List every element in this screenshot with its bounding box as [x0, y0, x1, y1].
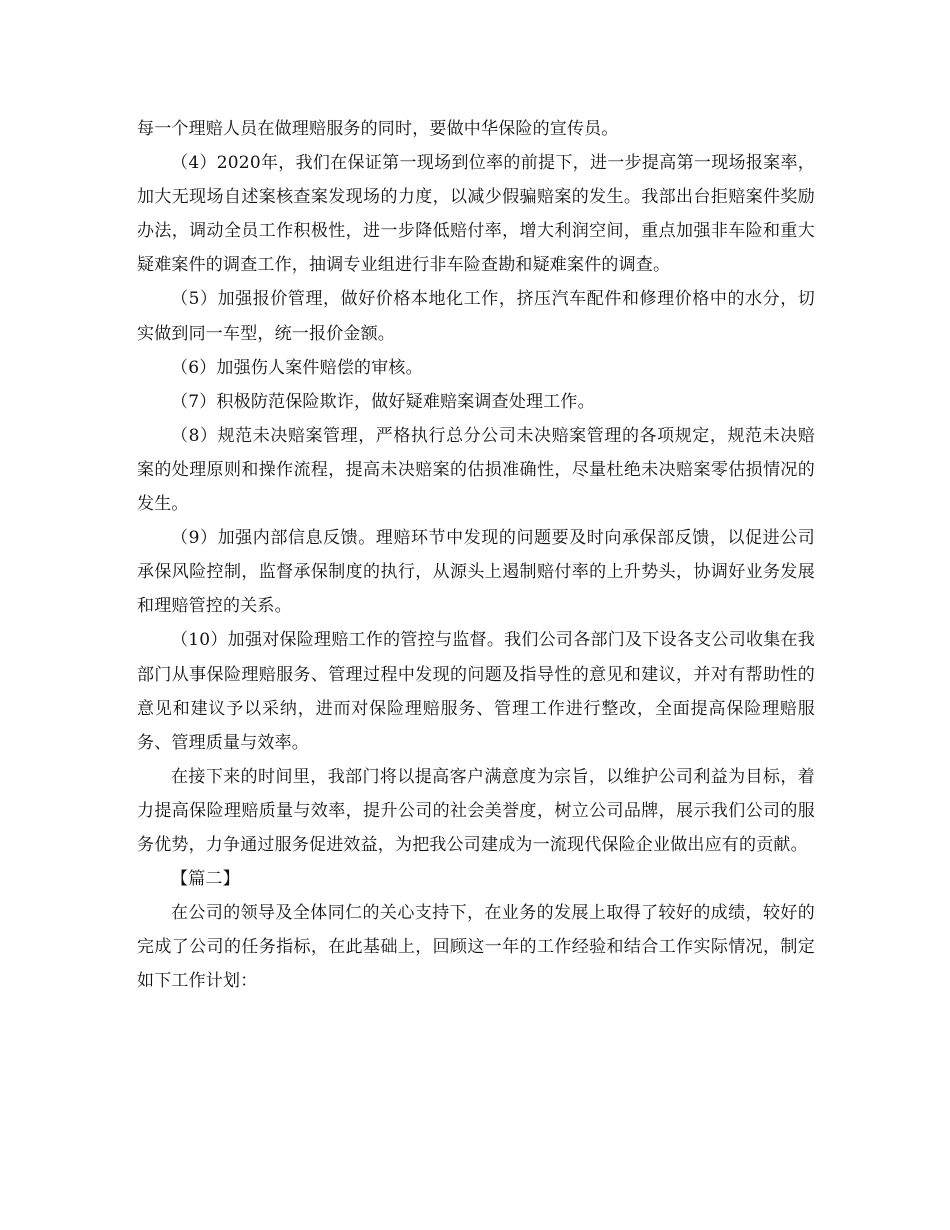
paragraph-item-5: （5）加强报价管理，做好价格本地化工作，挤压汽车配件和修理价格中的水分，切实做到同一车型，统一报价金额。 — [137, 289, 815, 344]
paragraph-continuation: 每一个理赔人员在做理赔服务的同时，要做中华保险的宣传员。 — [137, 119, 619, 139]
paragraph-conclusion: 在接下来的时间里，我部门将以提高客户满意度为宗旨，以维护公司利益为目标，着力提高保险理赔质量与效率，提升公司的社会美誉度，树立公司品牌，展示我们公司的服务优势，力争通过服务促进效益，为把我公司建成为一流现代保险企业做出应有的贡献。 — [137, 766, 815, 855]
paragraph-item-10: （10）加强对保险理赔工作的管控与监督。我们公司各部门及下设各支公司收集在我部门从事保险理赔服务、管理过程中发现的问题及指导性的意见和建议，并对有帮助性的意见和建议予以采纳，进而对保险理赔服务、管理工作进行整改，全面提高保险理赔服务、管理质量与效率。 — [137, 630, 815, 753]
paragraph-item-8: （8）规范未决赔案管理，严格执行总分公司未决赔案管理的各项规定，规范未决赔案的处理原则和操作流程，提高未决赔案的估损准确性，尽量杜绝未决赔案零估损情况的发生。 — [137, 425, 815, 515]
document-body — [137, 112, 815, 998]
paragraph-item-7: （7）积极防范保险欺诈，做好疑难赔案调查处理工作。 — [171, 391, 595, 412]
section-heading: 【篇二】 — [171, 869, 240, 890]
paragraph-item-6: （6）加强伤人案件赔偿的审核。 — [171, 357, 423, 378]
paragraph-item-9: （9）加强内部信息反馈。理赔环节中发现的问题要及时向承保部反馈，以促进公司承保风险控制，监督承保制度的执行，从源头上遏制赔付率的上升势头，协调好业务发展和理赔管控的关系。 — [137, 528, 815, 617]
paragraph-intro: 在公司的领导及全体同仁的关心支持下，在业务的发展上取得了较好的成绩，较好的完成了公司的任务指标，在此基础上，回顾这一年的工作经验和结合工作实际情况，制定如下工作计划： — [137, 903, 815, 992]
paragraph-item-4: （4）2020年，我们在保证第一现场到位率的前提下，进一步提高第一现场报案率，加大无现场自述案核查案发现场的力度，以减少假骗赔案的发生。我部出台拒赔案件奖励办法，调动全员工作积极性，进一步降低赔付率，增大利润空间，重点加强非车险和重大疑难案件的调查工作，抽调专业组进行非车险查勘和疑难案件的调查。 — [137, 153, 815, 276]
